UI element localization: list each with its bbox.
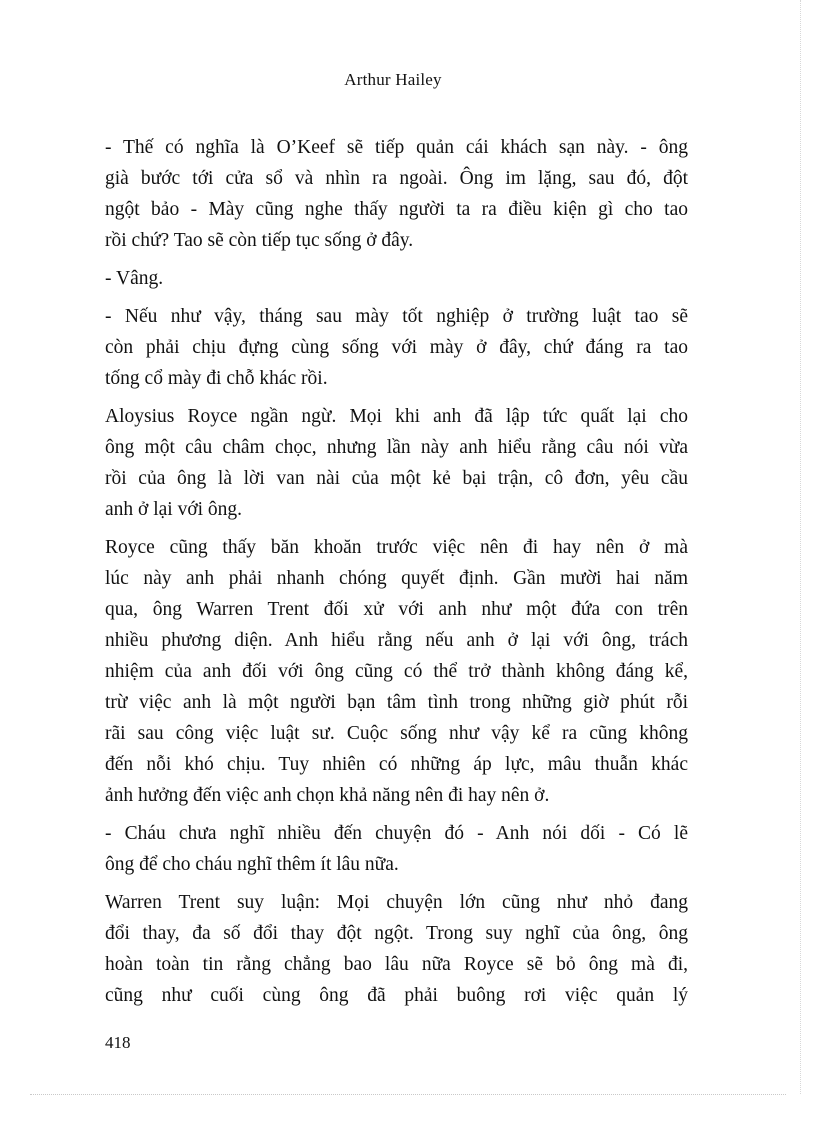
text-line: cũng như cuối cùng ông đã phải buông rơi việc quản lý	[105, 985, 688, 1006]
text-line: ông một câu châm chọc, nhưng lần này anh hiểu rằng câu nói vừa	[105, 437, 688, 458]
text-line: tống cổ mày đi chỗ khác rồi.	[105, 368, 328, 389]
page-number: 418	[105, 1033, 131, 1052]
paragraph-4	[105, 401, 688, 525]
text-line: Aloysius Royce ngần ngừ. Mọi khi anh đã lập tức quất lại cho	[105, 406, 688, 427]
text-line: qua, ông Warren Trent đối xử với anh như một đứa con trên	[105, 599, 688, 620]
text-line: rồi của ông là lời van nài của một kẻ bại trận, cô đơn, yêu cầu	[105, 468, 688, 489]
text-line: - Thế có nghĩa là O’Keef sẽ tiếp quản cái khách sạn này. - ông	[105, 137, 688, 158]
paragraph-7	[105, 887, 688, 1011]
text-line: anh ở lại với ông.	[105, 499, 243, 520]
text-line: lúc này anh phải nhanh chóng quyết định. Gần mười hai năm	[105, 568, 688, 589]
running-header-author: Arthur Hailey	[344, 70, 442, 89]
text-line: già bước tới cửa sổ và nhìn ra ngoài. Ông im lặng, sau đó, đột	[105, 168, 688, 189]
text-line: đổi thay, đa số đổi thay đột ngột. Trong suy nghĩ của ông, ông	[105, 923, 688, 944]
text-line: - Cháu chưa nghĩ nhiều đến chuyện đó - Anh nói dối - Có lẽ	[105, 823, 688, 844]
paragraph-6	[105, 818, 688, 880]
text-line: ảnh hưởng đến việc anh chọn khả năng nên đi hay nên ở.	[105, 785, 550, 806]
page-edge-right-divider	[800, 0, 801, 1094]
text-line: ngột bảo - Mày cũng nghe thấy người ta ra điều kiện gì cho tao	[105, 199, 688, 220]
paragraph-5	[105, 532, 688, 811]
paragraph-1	[105, 132, 688, 256]
text-line: - Nếu như vậy, tháng sau mày tốt nghiệp ở trường luật tao sẽ	[105, 306, 688, 327]
text-line: đến nỗi khó chịu. Tuy nhiên có những áp lực, mâu thuẫn khác	[105, 754, 688, 775]
text-line: nhiệm của anh đối với ông cũng có thể trở thành không đáng kể,	[105, 661, 688, 682]
page-edge-bottom-divider	[30, 1094, 786, 1095]
text-line: Royce cũng thấy băn khoăn trước việc nên đi hay nên ở mà	[105, 537, 688, 558]
paragraph-3	[105, 301, 688, 394]
text-line: nhiều phương diện. Anh hiểu rằng nếu anh ở lại với ông, trách	[105, 630, 688, 651]
text-line: còn phải chịu đựng cùng sống với mày ở đây, chứ đáng ra tao	[105, 337, 688, 358]
text-line: rồi chứ? Tao sẽ còn tiếp tục sống ở đây.	[105, 230, 414, 251]
text-line: - Vâng.	[105, 268, 164, 289]
text-line: hoàn toàn tin rằng chẳng bao lâu nữa Royce sẽ bỏ ông mà đi,	[105, 954, 688, 975]
text-line: trừ việc anh là một người bạn tâm tình trong những giờ phút rỗi	[105, 692, 688, 713]
text-line: ông để cho cháu nghĩ thêm ít lâu nữa.	[105, 854, 399, 875]
text-line: Warren Trent suy luận: Mọi chuyện lớn cũng như nhỏ đang	[105, 892, 688, 913]
body-text	[105, 132, 688, 1018]
paragraph-2	[105, 263, 688, 294]
text-line: rãi sau công việc luật sư. Cuộc sống như vậy kể ra cũng không	[105, 723, 688, 744]
